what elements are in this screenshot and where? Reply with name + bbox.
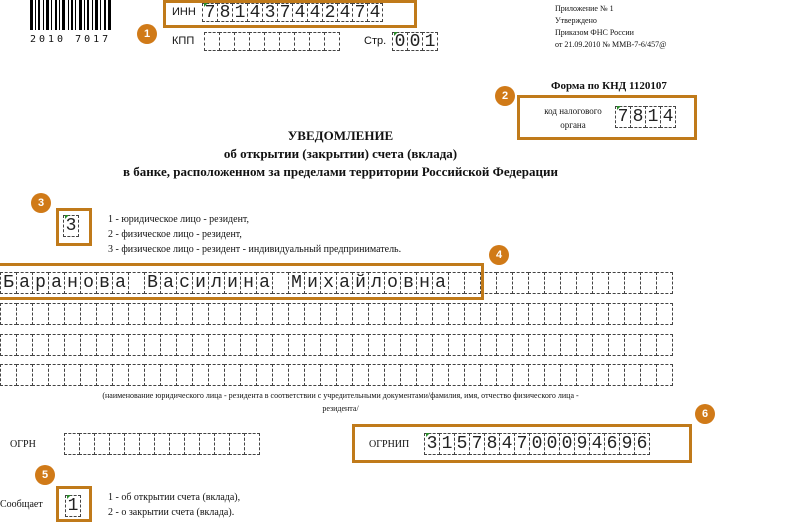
ogrn-cell (154, 433, 170, 455)
name-char-cell: р (32, 272, 49, 294)
name-char-cell (256, 334, 273, 356)
kpp-cell (234, 32, 250, 51)
ogrnip-digit-cell: 8 (484, 433, 500, 455)
ogrnip-label: ОГРНИП (369, 439, 410, 450)
name-char-cell (80, 334, 97, 356)
name-char-cell (576, 272, 593, 294)
inn-digit-cell: 7 (202, 3, 218, 22)
name-char-cell (240, 364, 257, 386)
ogrnip-digit-cell: 6 (634, 433, 650, 455)
name-char-cell (352, 334, 369, 356)
name-char-cell (512, 272, 529, 294)
name-char-cell: о (80, 272, 97, 294)
name-char-cell: и (304, 272, 321, 294)
name-char-cell (352, 303, 369, 325)
name-char-cell (176, 334, 193, 356)
name-char-cell (32, 364, 49, 386)
tax-authority-digit-cell: 1 (645, 106, 661, 128)
name-char-cell (592, 364, 609, 386)
badge-2: 2 (495, 86, 515, 106)
ogrnip-digit-cell: 0 (559, 433, 575, 455)
name-char-cell (160, 334, 177, 356)
name-char-cell (480, 334, 497, 356)
badge-3: 3 (31, 193, 51, 213)
name-char-cell (576, 364, 593, 386)
ogrn-cell (109, 433, 125, 455)
name-char-cell (320, 334, 337, 356)
highlight-message (56, 486, 92, 522)
name-char-cell (576, 303, 593, 325)
name-char-cell (608, 364, 625, 386)
name-char-cell (16, 334, 33, 356)
name-char-cell (32, 334, 49, 356)
ogrn-cell (184, 433, 200, 455)
name-char-cell (48, 364, 65, 386)
name-char-cell: М (288, 272, 305, 294)
ogrnip-digit-cell: 7 (469, 433, 485, 455)
name-char-cell (640, 303, 657, 325)
ogrnip-digit-cell: 5 (454, 433, 470, 455)
name-char-cell (16, 364, 33, 386)
inn-digit-cell: 4 (292, 3, 308, 22)
name-row-3 (0, 334, 672, 356)
name-char-cell (272, 364, 289, 386)
name-char-cell (48, 334, 65, 356)
name-char-cell (496, 303, 513, 325)
tax-authority-digit-cell: 8 (630, 106, 646, 128)
name-char-cell (560, 303, 577, 325)
ogrnip-digit-cell: 9 (574, 433, 590, 455)
name-char-cell: и (192, 272, 209, 294)
name-char-cell (224, 303, 241, 325)
person-type-options: 1 - юридическое лицо - резидент, 2 - физическое лицо - резидент, 3 - физическое лицо - резидент - индивидуальный предприниматель. (108, 214, 402, 255)
name-char-cell (240, 303, 257, 325)
name-char-cell (624, 303, 641, 325)
kpp-cell (279, 32, 295, 51)
name-char-cell (208, 334, 225, 356)
barcode-number: 2010 7017 (30, 34, 112, 45)
kpp-cell (204, 32, 220, 51)
name-char-cell (640, 334, 657, 356)
inn-digit-cell: 4 (367, 3, 383, 22)
ogrnip-digit-cell: 6 (604, 433, 620, 455)
name-char-cell (448, 334, 465, 356)
name-char-cell (320, 303, 337, 325)
name-char-cell (272, 334, 289, 356)
name-char-cell (352, 364, 369, 386)
kpp-cells (204, 32, 339, 51)
name-char-cell (48, 303, 65, 325)
name-char-cell (256, 364, 273, 386)
name-char-cell (432, 364, 449, 386)
name-char-cell (528, 334, 545, 356)
name-char-cell: н (64, 272, 81, 294)
name-char-cell (592, 303, 609, 325)
kpp-cell (219, 32, 235, 51)
name-char-cell: а (160, 272, 177, 294)
inn-digit-cell: 3 (262, 3, 278, 22)
name-row-4 (0, 364, 672, 386)
name-char-cell: а (256, 272, 273, 294)
inn-digit-cell: 4 (307, 3, 323, 22)
name-char-cell: в (96, 272, 113, 294)
page-digit-cell: 0 (392, 32, 408, 51)
name-char-cell (240, 334, 257, 356)
name-char-cell (64, 303, 81, 325)
name-char-cell (656, 364, 673, 386)
name-char-cell (560, 272, 577, 294)
ogrn-cell (94, 433, 110, 455)
ogrn-cell (64, 433, 80, 455)
name-char-cell (304, 303, 321, 325)
name-char-cell: а (16, 272, 33, 294)
message-options: 1 - об открытии счета (вклада), 2 - о закрытии счета (вклада). (108, 492, 241, 518)
name-char-cell (144, 364, 161, 386)
name-char-cell (176, 364, 193, 386)
name-char-cell (464, 334, 481, 356)
ogrn-cell (229, 433, 245, 455)
name-char-cell (400, 364, 417, 386)
name-char-cell (464, 364, 481, 386)
page-label: Стр. (364, 35, 387, 47)
appendix-note: Приложение № 1 Утверждено Приказом ФНС России от 21.09.2010 № ММВ-7-6/457@ (555, 4, 667, 49)
name-char-cell: н (240, 272, 257, 294)
page-digit-cell: 1 (422, 32, 438, 51)
name-char-cell (656, 272, 673, 294)
name-char-cell (144, 303, 161, 325)
name-char-cell (80, 303, 97, 325)
name-char-cell (384, 334, 401, 356)
kpp-cell (264, 32, 280, 51)
name-char-cell (112, 364, 129, 386)
name-char-cell: с (176, 272, 193, 294)
name-char-cell (288, 334, 305, 356)
name-char-cell (16, 303, 33, 325)
name-char-cell (224, 334, 241, 356)
name-char-cell: В (144, 272, 161, 294)
name-char-cell (480, 303, 497, 325)
inn-digit-cell: 8 (217, 3, 233, 22)
page-digit-cell: 0 (407, 32, 423, 51)
name-char-cell (512, 364, 529, 386)
name-char-cell (176, 303, 193, 325)
name-char-cell (112, 334, 129, 356)
name-char-cell: а (336, 272, 353, 294)
highlight-ogrnip (352, 424, 692, 463)
name-char-cell (208, 303, 225, 325)
name-char-cell (544, 303, 561, 325)
name-char-cell (144, 334, 161, 356)
inn-digit-cell: 2 (322, 3, 338, 22)
name-char-cell (160, 364, 177, 386)
ogrnip-digit-cell: 7 (514, 433, 530, 455)
ogrn-cell (214, 433, 230, 455)
name-char-cell: х (320, 272, 337, 294)
name-char-cell (256, 303, 273, 325)
name-char-cell (0, 364, 17, 386)
ogrnip-digit-cell: 0 (529, 433, 545, 455)
name-char-cell (160, 303, 177, 325)
kpp-cell (309, 32, 325, 51)
name-char-cell (496, 272, 513, 294)
name-char-cell (400, 303, 417, 325)
name-char-cell (192, 364, 209, 386)
name-char-cell (336, 303, 353, 325)
name-char-cell (624, 364, 641, 386)
ogrn-cell (199, 433, 215, 455)
form-code: Форма по КНД 1120107 (551, 80, 667, 92)
tax-authority-digit-cell: 4 (660, 106, 676, 128)
tax-authority-digit-cell: 7 (615, 106, 631, 128)
inn-digit-cell: 4 (337, 3, 353, 22)
name-char-cell (208, 364, 225, 386)
name-char-cell (448, 364, 465, 386)
ogrnip-digit-cell: 3 (424, 433, 440, 455)
ogrn-cell (79, 433, 95, 455)
ogrnip-digit-cell: 0 (544, 433, 560, 455)
kpp-cell (324, 32, 340, 51)
name-char-cell (464, 303, 481, 325)
ogrn-cell (244, 433, 260, 455)
message-label: Сообщает (0, 499, 43, 510)
page-cells (392, 32, 437, 51)
name-char-cell (592, 334, 609, 356)
name-char-cell (544, 272, 561, 294)
name-char-cell (416, 334, 433, 356)
name-char-cell (320, 364, 337, 386)
ogrn-cell (169, 433, 185, 455)
name-char-cell: в (400, 272, 417, 294)
name-char-cell (608, 334, 625, 356)
name-char-cell: н (416, 272, 433, 294)
name-char-cell (336, 364, 353, 386)
name-char-cell (400, 334, 417, 356)
highlight-name (0, 263, 484, 300)
name-char-cell (64, 364, 81, 386)
inn-digit-cell: 4 (247, 3, 263, 22)
ogrnip-digit-cell: 9 (619, 433, 635, 455)
name-char-cell (224, 364, 241, 386)
name-char-cell (480, 364, 497, 386)
name-char-cell (192, 334, 209, 356)
name-char-cell (432, 303, 449, 325)
name-char-cell (656, 334, 673, 356)
name-char-cell (128, 334, 145, 356)
name-char-cell (640, 272, 657, 294)
name-char-cell (384, 364, 401, 386)
name-char-cell (96, 334, 113, 356)
badge-6: 6 (695, 404, 715, 424)
name-char-cell (304, 364, 321, 386)
inn-digit-cell: 1 (232, 3, 248, 22)
name-char-cell (560, 334, 577, 356)
name-char-cell (528, 364, 545, 386)
badge-1: 1 (137, 24, 157, 44)
name-char-cell (528, 272, 545, 294)
name-char-cell (288, 303, 305, 325)
badge-5: 5 (35, 465, 55, 485)
name-char-cell (496, 364, 513, 386)
name-char-cell: л (208, 272, 225, 294)
highlight-person-type (56, 208, 92, 246)
name-char-cell (336, 334, 353, 356)
ogrnip-digit-cell: 1 (439, 433, 455, 455)
name-char-cell (128, 364, 145, 386)
kpp-cell (249, 32, 265, 51)
name-char-cell (496, 334, 513, 356)
name-char-cell (512, 334, 529, 356)
name-char-cell (528, 303, 545, 325)
name-char-cell (368, 364, 385, 386)
name-char-cell (448, 303, 465, 325)
tax-authority-label: код налогового органа (544, 106, 602, 130)
name-caption: (наименование юридического лица - резидента в соответствии с учредительными документами/фамилия, имя, отчество физического лица - резидента/ (102, 391, 579, 413)
name-char-cell (560, 364, 577, 386)
name-char-cell (368, 334, 385, 356)
ogrnip-digit-cell: 4 (589, 433, 605, 455)
name-char-cell (592, 272, 609, 294)
name-char-cell (304, 334, 321, 356)
name-char-cell (432, 334, 449, 356)
person-type-value-cell: 3 (63, 215, 79, 237)
name-char-cell (544, 334, 561, 356)
name-char-cell: Б (0, 272, 17, 294)
name-char-cell (624, 334, 641, 356)
name-char-cell (272, 303, 289, 325)
name-char-cell (608, 272, 625, 294)
name-char-cell (544, 364, 561, 386)
ogrn-label: ОГРН (10, 439, 36, 450)
ogrn-cell (139, 433, 155, 455)
message-value-cell: 1 (65, 495, 81, 517)
name-char-cell (416, 364, 433, 386)
name-char-cell (0, 334, 17, 356)
name-char-cell: а (48, 272, 65, 294)
name-char-cell (128, 303, 145, 325)
name-char-cell (112, 303, 129, 325)
name-char-cell (368, 303, 385, 325)
badge-4: 4 (489, 245, 509, 265)
name-char-cell (192, 303, 209, 325)
name-char-cell (80, 364, 97, 386)
name-char-cell (288, 364, 305, 386)
name-char-cell (640, 364, 657, 386)
name-char-cell (384, 303, 401, 325)
inn-digit-cell: 7 (352, 3, 368, 22)
name-char-cell (64, 334, 81, 356)
highlight-inn (163, 0, 417, 28)
name-char-cell (32, 303, 49, 325)
inn-label: ИНН (172, 6, 196, 18)
name-char-cell (416, 303, 433, 325)
name-char-cell (624, 272, 641, 294)
name-char-cell: а (432, 272, 449, 294)
ogrnip-digit-cell: 4 (499, 433, 515, 455)
document-title: УВЕДОМЛЕНИЕ об открытии (закрытии) счета (вклада) в банке, расположенном за пределами территории Российской Федерации (123, 128, 558, 179)
barcode (30, 0, 120, 34)
name-char-cell (96, 364, 113, 386)
name-char-cell: и (224, 272, 241, 294)
name-char-cell: а (112, 272, 129, 294)
ogrn-cells (64, 433, 259, 455)
name-char-cell (512, 303, 529, 325)
kpp-label: КПП (172, 35, 195, 47)
name-char-cell: о (384, 272, 401, 294)
inn-digit-cell: 7 (277, 3, 293, 22)
ogrn-cell (124, 433, 140, 455)
name-row-2 (0, 303, 672, 325)
name-char-cell (0, 303, 17, 325)
name-char-cell (656, 303, 673, 325)
kpp-cell (294, 32, 310, 51)
name-char-cell: л (368, 272, 385, 294)
name-char-cell (608, 303, 625, 325)
name-char-cell: й (352, 272, 369, 294)
name-char-cell (576, 334, 593, 356)
name-char-cell (96, 303, 113, 325)
